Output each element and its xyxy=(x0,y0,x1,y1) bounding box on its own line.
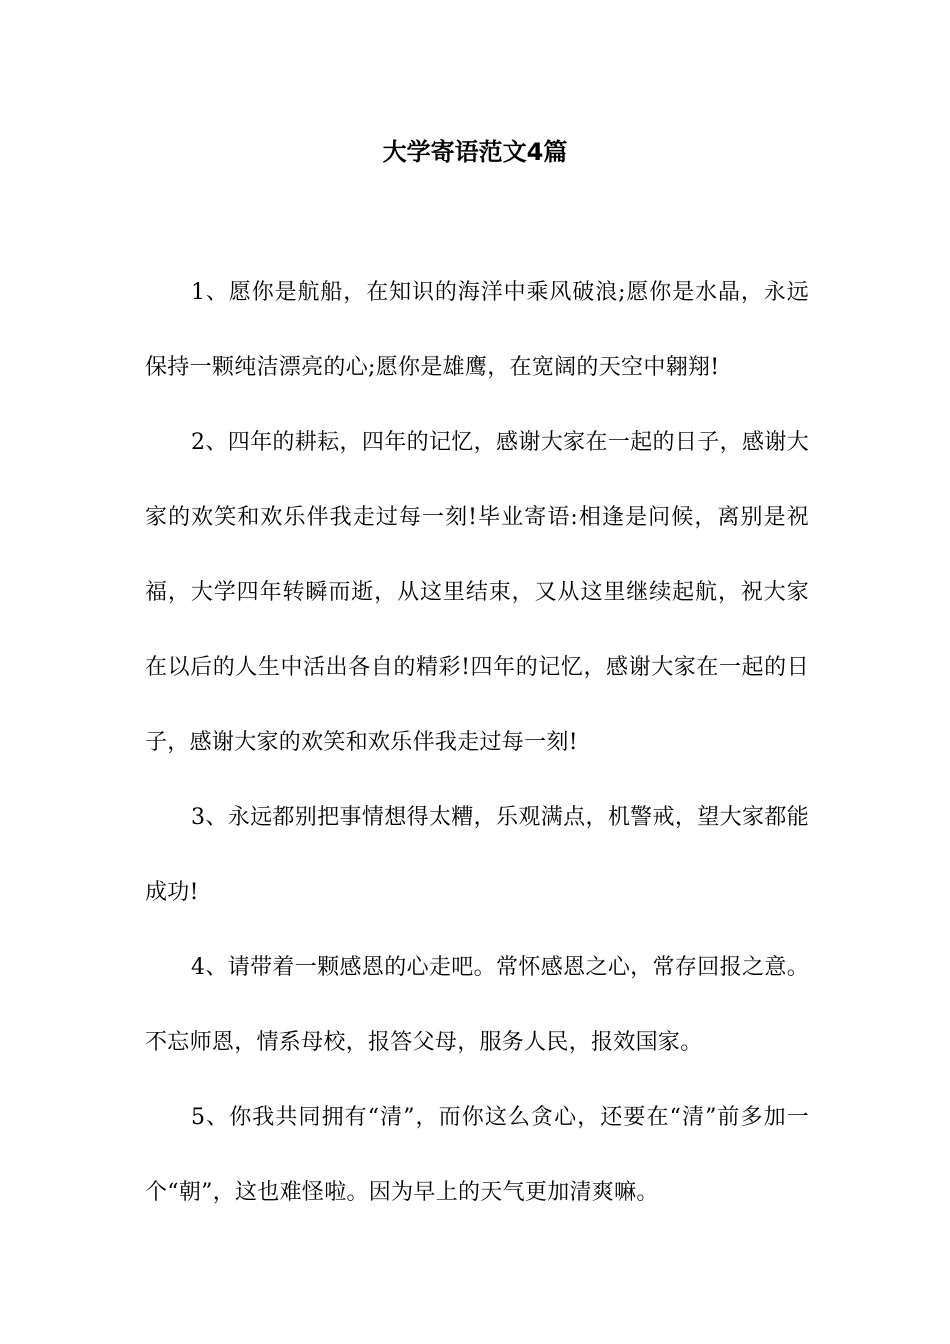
document-body xyxy=(145,255,809,1230)
paragraph-1: 1、愿你是航船，在知识的海洋中乘风破浪;愿你是水晶，永远保持一颗纯洁漂亮的心;愿你是雄鹰，在宽阔的天空中翱翔! xyxy=(145,280,809,380)
document-title: 大学寄语范文4篇 xyxy=(382,138,568,166)
paragraph-5: 5、你我共同拥有“清”，而你这么贪心，还要在“清”前多加一个“朝”，这也难怪啦。因为早上的天气更加清爽嘛。 xyxy=(145,1105,809,1205)
paragraph-3: 3、永远都别把事情想得太糟，乐观满点，机警戒，望大家都能成功! xyxy=(145,805,809,905)
paragraph-4: 4、请带着一颗感恩的心走吧。常怀感恩之心，常存回报之意。不忘师恩，情系母校，报答父母，服务人民，报效国家。 xyxy=(145,955,809,1055)
paragraph-2: 2、四年的耕耘，四年的记忆，感谢大家在一起的日子，感谢大家的欢笑和欢乐伴我走过每一刻!毕业寄语:相逢是问候，离别是祝福，大学四年转瞬而逝，从这里结束，又从这里继续起航，祝大家在以后的人生中活出各自的精彩!四年的记忆，感谢大家在一起的日子，感谢大家的欢笑和欢乐伴我走过每一刻! xyxy=(145,430,809,755)
